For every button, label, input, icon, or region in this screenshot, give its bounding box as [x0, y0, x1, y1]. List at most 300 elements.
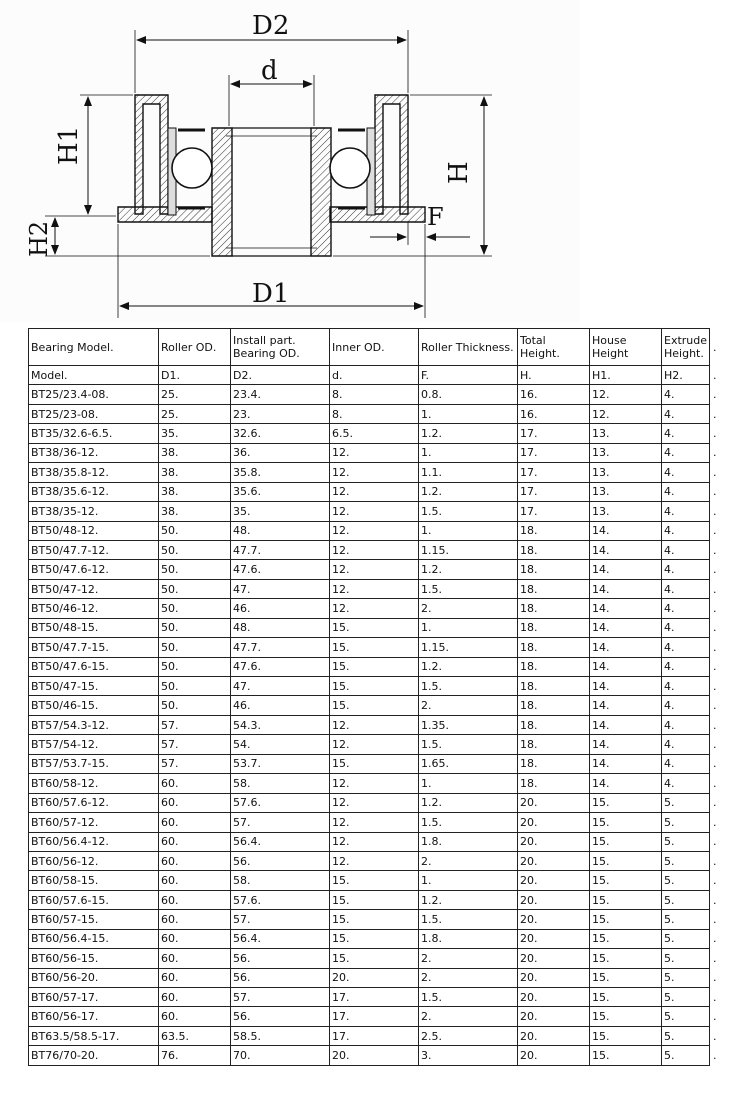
table-cell: 18.: [518, 579, 590, 598]
table-cell: 17.: [330, 1026, 419, 1045]
table-cell: BT60/56-20.: [29, 968, 159, 987]
table-cell: BT63.5/58.5-17.: [29, 1026, 159, 1045]
table-cell: 2.: [419, 968, 518, 987]
row-end-mark: .: [713, 504, 717, 518]
table-cell: 5.: [662, 910, 710, 929]
table-cell: BT60/57.6-15.: [29, 890, 159, 909]
table-cell: 12.: [330, 793, 419, 812]
table-cell: House Height: [590, 329, 662, 366]
table-cell: 18.: [518, 735, 590, 754]
table-cell: 12.: [330, 443, 419, 462]
table-cell: 60.: [159, 774, 231, 793]
table-row: [29, 385, 728, 404]
table-cell: 15.: [330, 890, 419, 909]
table-cell: 17.: [330, 988, 419, 1007]
table-cell: F.: [419, 366, 518, 385]
table-row: [29, 638, 728, 657]
table-cell: 47.7.: [231, 540, 330, 559]
table-cell: BT57/53.7-15.: [29, 754, 159, 773]
table-cell: 60.: [159, 968, 231, 987]
table-cell: 50.: [159, 599, 231, 618]
table-cell: 20.: [518, 929, 590, 948]
row-end-mark: .: [713, 796, 717, 810]
row-end-mark: .: [713, 340, 717, 354]
table-row: [29, 1007, 728, 1026]
table-cell: 18.: [518, 715, 590, 734]
table-cell: 57.: [231, 813, 330, 832]
table-cell: 50.: [159, 657, 231, 676]
table-cell: 57.: [231, 988, 330, 1007]
row-end-mark: .: [713, 874, 717, 888]
table-cell: 15.: [330, 929, 419, 948]
table-cell: 1.: [419, 521, 518, 540]
table-cell: BT38/36-12.: [29, 443, 159, 462]
table-cell: 15.: [590, 988, 662, 1007]
table-cell: 2.: [419, 949, 518, 968]
table-cell: 4.: [662, 521, 710, 540]
table-cell: BT38/35.6-12.: [29, 482, 159, 501]
inner-race-left: [212, 128, 232, 256]
table-cell: 20.: [330, 1046, 419, 1065]
table-cell: 15.: [590, 1026, 662, 1045]
table-cell: 5.: [662, 1007, 710, 1026]
table-cell: 60.: [159, 890, 231, 909]
label-h: H: [444, 161, 474, 184]
table-cell: 4.: [662, 443, 710, 462]
table-cell: 5.: [662, 871, 710, 890]
table-cell: 4.: [662, 774, 710, 793]
table-cell: 56.: [231, 851, 330, 870]
table-cell: BT60/56.4-15.: [29, 929, 159, 948]
table-cell: D2.: [231, 366, 330, 385]
table-cell: Bearing Model.: [29, 329, 159, 366]
table-cell: BT50/46-12.: [29, 599, 159, 618]
table-cell: 1.2.: [419, 657, 518, 676]
table-cell: 4.: [662, 502, 710, 521]
table-cell: 14.: [590, 657, 662, 676]
table-cell: 20.: [518, 968, 590, 987]
table-cell: 14.: [590, 696, 662, 715]
row-end-mark: .: [713, 368, 717, 382]
table-cell: 58.5.: [231, 1026, 330, 1045]
table-cell: 20.: [518, 890, 590, 909]
table-cell: 1.8.: [419, 832, 518, 851]
table-cell: 15.: [590, 890, 662, 909]
table-cell: 17.: [330, 1007, 419, 1026]
table-cell: 20.: [518, 813, 590, 832]
bearing-cross-section-drawing: [0, 0, 580, 322]
table-cell: 14.: [590, 638, 662, 657]
table-row: [29, 482, 728, 501]
table-cell: 36.: [231, 443, 330, 462]
table-cell: 14.: [590, 735, 662, 754]
table-cell: 50.: [159, 677, 231, 696]
table-row: [29, 929, 728, 948]
table-cell: 17.: [518, 502, 590, 521]
table-cell: 17.: [518, 482, 590, 501]
table-cell: 35.8.: [231, 463, 330, 482]
table-cell: 18.: [518, 754, 590, 773]
table-row: [29, 871, 728, 890]
table-cell: Install part. Bearing OD.: [231, 329, 330, 366]
row-end-mark: .: [713, 427, 717, 441]
table-cell: 60.: [159, 988, 231, 1007]
table-cell: 38.: [159, 463, 231, 482]
table-cell: 15.: [330, 949, 419, 968]
table-cell: 4.: [662, 754, 710, 773]
table-cell: 5.: [662, 851, 710, 870]
table-cell: BT50/47.7-15.: [29, 638, 159, 657]
housing-section-left: [135, 95, 168, 214]
table-cell: 20.: [518, 1007, 590, 1026]
table-cell: 60.: [159, 871, 231, 890]
table-row: [29, 677, 728, 696]
table-cell: BT25/23.4-08.: [29, 385, 159, 404]
table-cell: 57.: [159, 754, 231, 773]
table-cell: 5.: [662, 1046, 710, 1065]
table-cell: 50.: [159, 521, 231, 540]
table-row: [29, 696, 728, 715]
table-cell: BT50/47-12.: [29, 579, 159, 598]
table-cell: 15.: [590, 968, 662, 987]
table-cell: BT25/23-08.: [29, 404, 159, 423]
table-cell: 12.: [330, 579, 419, 598]
table-cell: Inner OD.: [330, 329, 419, 366]
table-cell: 15.: [590, 832, 662, 851]
table-cell: 14.: [590, 618, 662, 637]
table-cell: 12.: [330, 540, 419, 559]
table-row: [29, 988, 728, 1007]
table-cell: 47.6.: [231, 560, 330, 579]
row-end-mark: .: [713, 776, 717, 790]
table-cell: Roller Thickness.: [419, 329, 518, 366]
table-row: [29, 949, 728, 968]
table-row: [29, 404, 728, 423]
row-end-mark: .: [713, 485, 717, 499]
label-f: F: [427, 203, 444, 231]
table-cell: 20.: [518, 851, 590, 870]
table-cell: 5.: [662, 949, 710, 968]
row-end-mark: .: [713, 971, 717, 985]
table-cell: 14.: [590, 521, 662, 540]
table-cell: 35.: [159, 424, 231, 443]
table-cell: 5.: [662, 890, 710, 909]
row-end-mark: .: [713, 757, 717, 771]
table-cell: 54.3.: [231, 715, 330, 734]
table-cell: 50.: [159, 638, 231, 657]
table-cell: Roller OD.: [159, 329, 231, 366]
table-cell: 1.35.: [419, 715, 518, 734]
table-cell: 15.: [330, 677, 419, 696]
table-cell: 35.6.: [231, 482, 330, 501]
table-cell: 14.: [590, 579, 662, 598]
inner-race-right: [311, 128, 331, 256]
table-cell: 20.: [518, 910, 590, 929]
table-cell: 18.: [518, 540, 590, 559]
table-cell: 57.6.: [231, 890, 330, 909]
table-row: [29, 890, 728, 909]
table-cell: 4.: [662, 404, 710, 423]
housing-section-right: [375, 95, 408, 214]
table-cell: 13.: [590, 482, 662, 501]
table-cell: 2.: [419, 1007, 518, 1026]
label-h1: H1: [54, 125, 84, 165]
table-cell: 12.: [330, 560, 419, 579]
table-cell: 15.: [590, 949, 662, 968]
table-cell: 8.: [330, 404, 419, 423]
row-end-mark: .: [713, 621, 717, 635]
bearing-spec-table: [28, 328, 728, 1066]
table-cell: 4.: [662, 677, 710, 696]
table-cell: 18.: [518, 696, 590, 715]
row-end-mark: .: [713, 738, 717, 752]
table-cell: 1.2.: [419, 560, 518, 579]
table-cell: H.: [518, 366, 590, 385]
table-cell: 70.: [231, 1046, 330, 1065]
table-cell: BT35/32.6-6.5.: [29, 424, 159, 443]
table-cell: 4.: [662, 657, 710, 676]
table-cell: 5.: [662, 813, 710, 832]
table-cell: BT60/57.6-12.: [29, 793, 159, 812]
row-end-mark: .: [713, 854, 717, 868]
table-cell: 48.: [231, 521, 330, 540]
row-end-mark: .: [713, 1010, 717, 1024]
row-end-mark: .: [713, 601, 717, 615]
table-cell: BT60/57-15.: [29, 910, 159, 929]
table-cell: 13.: [590, 463, 662, 482]
table-cell: H2.: [662, 366, 710, 385]
table-cell: 1.2.: [419, 793, 518, 812]
row-end-mark: .: [713, 660, 717, 674]
table-cell: 4.: [662, 560, 710, 579]
table-cell: 4.: [662, 735, 710, 754]
row-end-mark: .: [713, 563, 717, 577]
table-row: [29, 851, 728, 870]
table-cell: 58.: [231, 774, 330, 793]
table-cell: BT57/54-12.: [29, 735, 159, 754]
table-cell: 1.: [419, 871, 518, 890]
table-row: [29, 1046, 728, 1065]
table-cell: 17.: [518, 443, 590, 462]
table-cell: 47.: [231, 579, 330, 598]
table-cell: 1.5.: [419, 677, 518, 696]
table-cell: 18.: [518, 521, 590, 540]
table-cell: 1.: [419, 618, 518, 637]
row-end-mark: .: [713, 893, 717, 907]
table-cell: BT38/35.8-12.: [29, 463, 159, 482]
row-end-mark: .: [713, 1049, 717, 1063]
table-cell: 60.: [159, 832, 231, 851]
table-cell: 15.: [330, 657, 419, 676]
table-cell: 14.: [590, 560, 662, 579]
table-cell: 57.: [231, 910, 330, 929]
table-row: [29, 443, 728, 462]
table-cell: 57.: [159, 735, 231, 754]
ball-right: [330, 148, 370, 188]
table-row: [29, 754, 728, 773]
row-end-mark: .: [713, 465, 717, 479]
table-cell: 60.: [159, 949, 231, 968]
table-row: [29, 463, 728, 482]
table-cell: 58.: [231, 871, 330, 890]
table-cell: 13.: [590, 502, 662, 521]
table-cell: BT57/54.3-12.: [29, 715, 159, 734]
table-cell: 20.: [330, 968, 419, 987]
table-cell: 47.6.: [231, 657, 330, 676]
table-cell: 15.: [330, 696, 419, 715]
table-row: [29, 424, 728, 443]
table-cell: 4.: [662, 385, 710, 404]
table-cell: d.: [330, 366, 419, 385]
table-cell: H1.: [590, 366, 662, 385]
table-cell: 48.: [231, 618, 330, 637]
label-d2: D2: [252, 11, 290, 41]
table-cell: 15.: [330, 638, 419, 657]
table-cell: 12.: [330, 502, 419, 521]
table-cell: 15.: [330, 910, 419, 929]
table-cell: 18.: [518, 638, 590, 657]
table-cell: 13.: [590, 424, 662, 443]
table-cell: 12.: [330, 599, 419, 618]
table-cell: 53.7.: [231, 754, 330, 773]
label-h2: H2: [25, 220, 53, 257]
table-cell: 20.: [518, 871, 590, 890]
table-cell: 12.: [330, 715, 419, 734]
table-cell: 1.65.: [419, 754, 518, 773]
table-cell: 60.: [159, 929, 231, 948]
row-end-mark: .: [713, 679, 717, 693]
table-cell: 20.: [518, 1046, 590, 1065]
table-cell: 15.: [330, 618, 419, 637]
table-row: [29, 813, 728, 832]
table-cell: 12.: [590, 385, 662, 404]
row-end-mark: .: [713, 912, 717, 926]
table-cell: 4.: [662, 579, 710, 598]
table-cell: 60.: [159, 793, 231, 812]
table-cell: Total Height.: [518, 329, 590, 366]
row-end-mark: .: [713, 640, 717, 654]
row-end-mark: .: [713, 543, 717, 557]
table-cell: 23.: [231, 404, 330, 423]
table-cell: BT60/56.4-12.: [29, 832, 159, 851]
table-cell: 5.: [662, 968, 710, 987]
table-cell: 60.: [159, 1007, 231, 1026]
table-row: [29, 793, 728, 812]
table-cell: 1.2.: [419, 890, 518, 909]
table-cell: BT60/58-12.: [29, 774, 159, 793]
table-cell: 4.: [662, 482, 710, 501]
table-cell: 1.8.: [419, 929, 518, 948]
table-cell: 18.: [518, 774, 590, 793]
table-cell: 4.: [662, 599, 710, 618]
table-cell: BT50/47.6-15.: [29, 657, 159, 676]
table-cell: 4.: [662, 463, 710, 482]
table-cell: 12.: [330, 463, 419, 482]
table-row: [29, 560, 728, 579]
table-cell: 1.5.: [419, 988, 518, 1007]
table-cell: Model.: [29, 366, 159, 385]
table-cell: 14.: [590, 599, 662, 618]
table-cell: 4.: [662, 638, 710, 657]
table-row: [29, 735, 728, 754]
table-cell: 25.: [159, 404, 231, 423]
table-cell: 15.: [590, 851, 662, 870]
row-end-mark: .: [713, 1029, 717, 1043]
table-cell: 15.: [590, 1007, 662, 1026]
table-row: [29, 366, 728, 385]
table-row: [29, 832, 728, 851]
table-cell: 23.4.: [231, 385, 330, 404]
table-cell: 1.5.: [419, 502, 518, 521]
table-row: [29, 1026, 728, 1045]
table-cell: 56.4.: [231, 929, 330, 948]
row-end-mark: .: [713, 699, 717, 713]
table-cell: 60.: [159, 910, 231, 929]
table-cell: 20.: [518, 949, 590, 968]
row-end-mark: .: [713, 524, 717, 538]
table-cell: 12.: [330, 813, 419, 832]
table-cell: 50.: [159, 540, 231, 559]
table-cell: BT60/56-12.: [29, 851, 159, 870]
table-row: [29, 579, 728, 598]
table-cell: 5.: [662, 929, 710, 948]
table-cell: 63.5.: [159, 1026, 231, 1045]
table-cell: BT60/56-15.: [29, 949, 159, 968]
table-cell: 4.: [662, 696, 710, 715]
table-cell: BT60/58-15.: [29, 871, 159, 890]
row-end-mark: .: [713, 835, 717, 849]
table-row: [29, 715, 728, 734]
technical-drawing-svg: [0, 0, 580, 322]
table-cell: BT38/35-12.: [29, 502, 159, 521]
table-row: [29, 540, 728, 559]
table-header-row: [29, 329, 728, 366]
table-cell: 5.: [662, 1026, 710, 1045]
table-row: [29, 618, 728, 637]
table-cell: 20.: [518, 793, 590, 812]
table-cell: 13.: [590, 443, 662, 462]
table-cell: 12.: [590, 404, 662, 423]
table-cell: 15.: [330, 754, 419, 773]
table-cell: BT50/47.6-12.: [29, 560, 159, 579]
table-cell: 57.6.: [231, 793, 330, 812]
table-cell: 56.4.: [231, 832, 330, 851]
table-cell: 3.: [419, 1046, 518, 1065]
table-cell: BT50/48-15.: [29, 618, 159, 637]
table-cell: 16.: [518, 385, 590, 404]
table-cell: 2.5.: [419, 1026, 518, 1045]
row-end-mark: .: [713, 407, 717, 421]
table-cell: 1.: [419, 404, 518, 423]
table-cell: 2.: [419, 696, 518, 715]
table-row: [29, 599, 728, 618]
table-cell: 47.: [231, 677, 330, 696]
table-cell: BT60/57-12.: [29, 813, 159, 832]
table-cell: 18.: [518, 599, 590, 618]
table-cell: 5.: [662, 793, 710, 812]
table-cell: 15.: [330, 871, 419, 890]
table-cell: 4.: [662, 618, 710, 637]
table-cell: 25.: [159, 385, 231, 404]
row-end-mark: .: [713, 582, 717, 596]
table-cell: 50.: [159, 560, 231, 579]
table-cell: 38.: [159, 482, 231, 501]
row-end-mark: .: [713, 446, 717, 460]
table-cell: 54.: [231, 735, 330, 754]
table-cell: 8.: [330, 385, 419, 404]
table-cell: 18.: [518, 677, 590, 696]
table-cell: 2.: [419, 599, 518, 618]
